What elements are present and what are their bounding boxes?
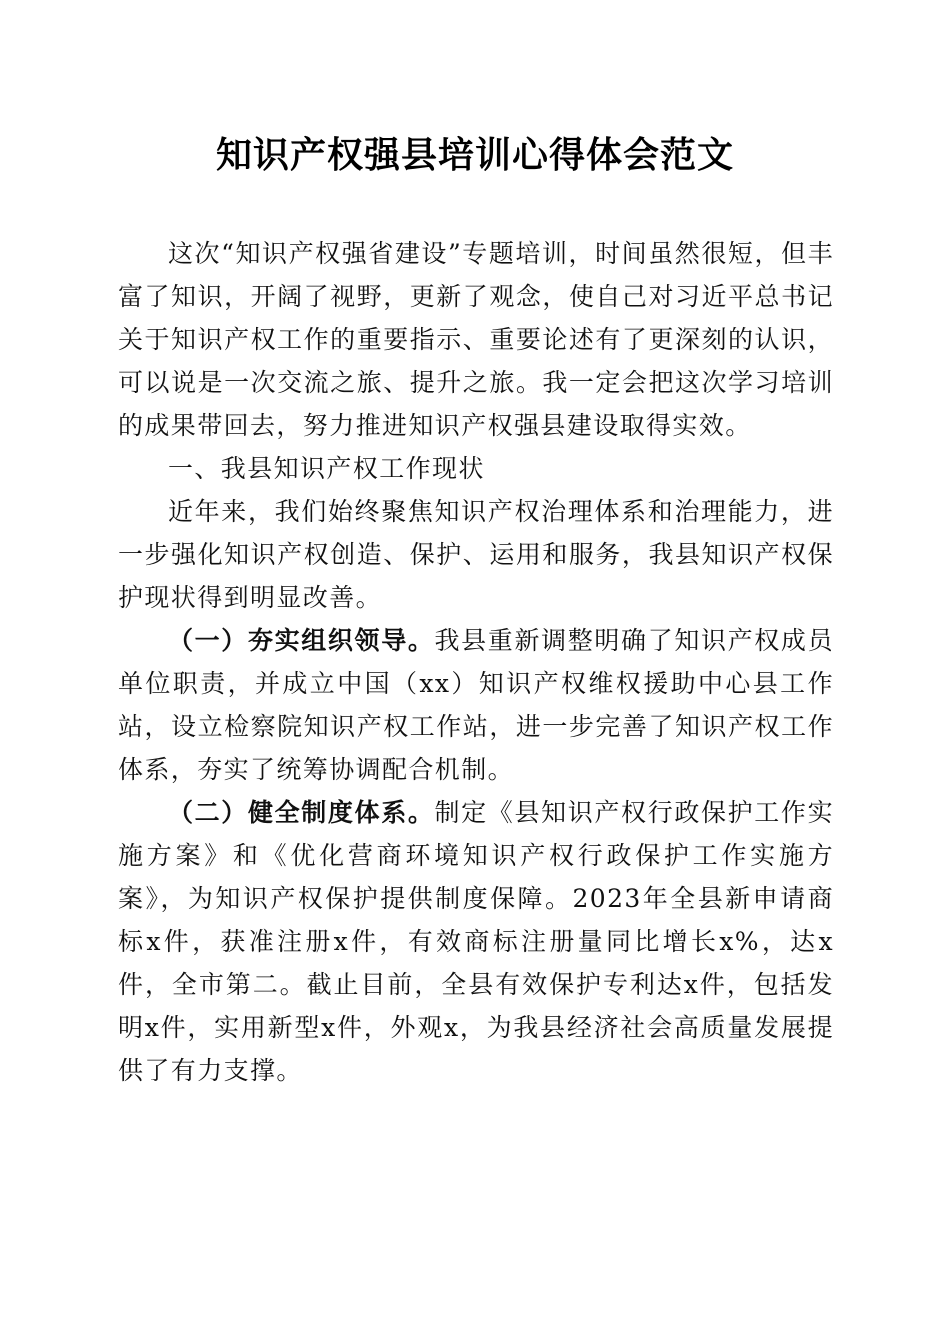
subsection-system	[118, 791, 834, 1092]
section-heading: 一、我县知识产权工作现状	[168, 454, 485, 483]
intro-paragraph: 这次“知识产权强省建设”专题培训，时间虽然很短，但丰富了知识，开阔了视野，更新了观念，使自己对习近平总书记关于知识产权工作的重要指示、重要论述有了更深刻的认识，可以说是一次交流之旅、提升之旅。我一定会把这次学习培训的成果带回去，努力推进知识产权强县建设取得实效。	[118, 239, 834, 440]
subsection-organization-lead: （一）夯实组织领导。	[168, 626, 435, 655]
status-paragraph: 近年来，我们始终聚焦知识产权治理体系和治理能力，进一步强化知识产权创造、保护、运用和服务，我县知识产权保护现状得到明显改善。	[118, 497, 834, 612]
document-title: 知识产权强县培训心得体会范文	[215, 134, 734, 176]
subsection-system-text: 制定《县知识产权行政保护工作实施方案》和《优化营商环境知识产权行政保护工作实施方案》，为知识产权保护提供制度保障。2023年全县新申请商标x件，获准注册x件，有效商标注册量同比增长x%，达x件，全市第二。截止目前，全县有效保护专利达x件，包括发明x件，实用新型x件，外观x，为我县经济社会高质量发展提供了有力支撑。	[118, 798, 834, 1085]
document-body	[118, 232, 834, 1092]
subsection-organization	[118, 619, 834, 791]
subsection-organization-text: 我县重新调整明确了知识产权成员单位职责，并成立中国（xx）知识产权维权援助中心县工作站，设立检察院知识产权工作站，进一步完善了知识产权工作体系，夯实了统筹协调配合机制。	[118, 626, 834, 784]
subsection-system-lead: （二）健全制度体系。	[168, 798, 435, 827]
